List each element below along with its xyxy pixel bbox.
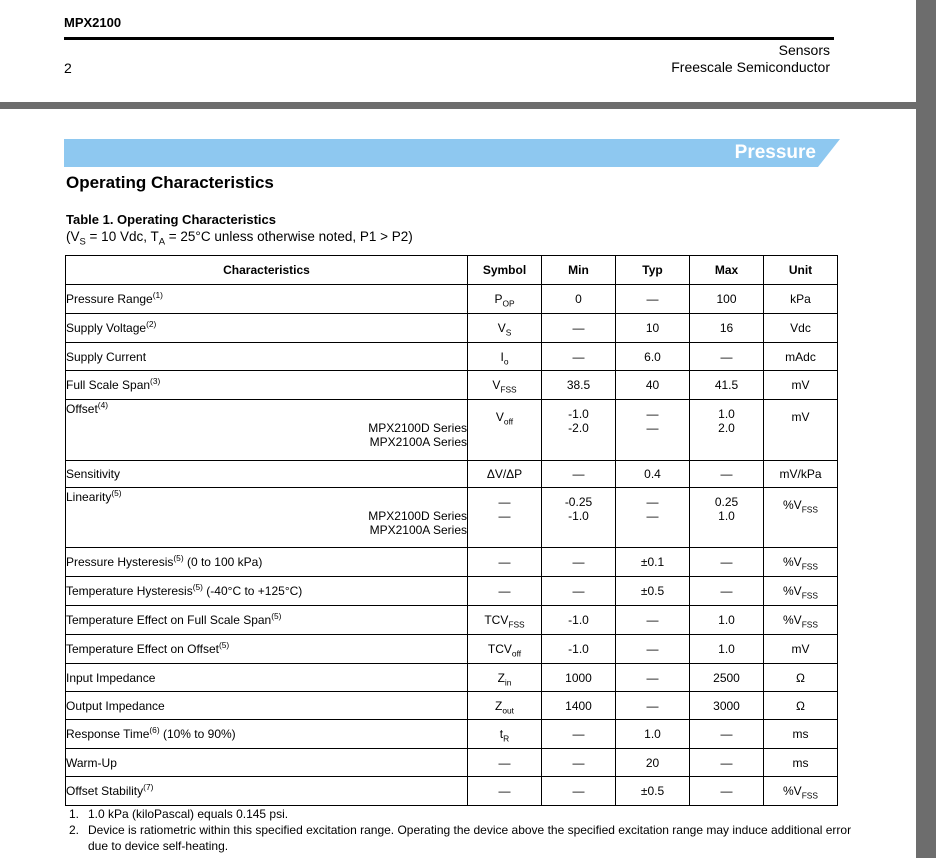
row-label: Supply Current: [66, 343, 468, 371]
header-company: Freescale Semiconductor: [671, 59, 830, 75]
min-cell: —: [542, 777, 616, 806]
operating-characteristics-table: [65, 255, 838, 806]
symbol-cell: $Z_{in}$: [468, 664, 542, 692]
row-label: Offset$^{(4)}$ MPX2100D Series MPX2100A Series: [66, 400, 468, 461]
symbol-cell: —: [468, 548, 542, 577]
table-caption: Table 1. Operating Characteristics: [66, 212, 276, 227]
min-cell: -1.0: [542, 635, 616, 664]
typ-cell: — —: [616, 400, 690, 461]
symbol-cell: $I_o$: [468, 343, 542, 371]
unit-cell: mV: [764, 635, 838, 664]
symbol-cell: $TCV_{FSS}$: [468, 606, 542, 635]
row-label: Linearity$^{(5)}$ MPX2100D Series MPX2100A Series: [66, 488, 468, 548]
typ-cell: 1.0: [616, 720, 690, 749]
typ-cell: —: [616, 606, 690, 635]
min-cell: -1.0: [542, 606, 616, 635]
footnote: 1. 1.0 kPa (kiloPascal) equals 0.145 psi.: [69, 807, 289, 821]
unit-cell: $\%V_{FSS}$: [764, 488, 838, 548]
banner-shape: [64, 139, 840, 167]
symbol-cell: —: [468, 749, 542, 777]
footnotes: [69, 806, 854, 854]
typ-cell: 0.4: [616, 461, 690, 488]
row-label: Offset Stability$^{(7)}$: [66, 777, 468, 806]
symbol-cell: —: [468, 577, 542, 606]
viewer-gutter: [916, 0, 936, 858]
max-cell: —: [690, 548, 764, 577]
table-row: [66, 314, 838, 343]
row-label: Sensitivity: [66, 461, 468, 488]
table-row: [66, 664, 838, 692]
symbol-cell: —: [468, 777, 542, 806]
typ-cell: —: [616, 692, 690, 720]
column-header: Min: [542, 256, 616, 285]
symbol-cell: $V_{off}$: [468, 400, 542, 461]
unit-cell: mV: [764, 400, 838, 461]
page-separator: [0, 102, 916, 109]
symbol-cell: $TCV_{off}$: [468, 635, 542, 664]
unit-cell: Ω: [764, 664, 838, 692]
table-row: [66, 606, 838, 635]
column-header: Max: [690, 256, 764, 285]
typ-cell: — —: [616, 488, 690, 548]
table-row: [66, 720, 838, 749]
unit-cell: $\%V_{FSS}$: [764, 577, 838, 606]
min-cell: —: [542, 720, 616, 749]
section-banner: [64, 139, 840, 167]
row-label: Temperature Effect on Full Scale Span$^{(5)}$: [66, 606, 468, 635]
unit-cell: mV: [764, 371, 838, 400]
page-number: 2: [64, 60, 72, 76]
max-cell: 100: [690, 285, 764, 314]
typ-cell: 40: [616, 371, 690, 400]
typ-cell: 20: [616, 749, 690, 777]
min-cell: —: [542, 343, 616, 371]
min-cell: 38.5: [542, 371, 616, 400]
table-header-row: [66, 256, 838, 285]
max-cell: —: [690, 749, 764, 777]
unit-cell: ms: [764, 720, 838, 749]
typ-cell: —: [616, 635, 690, 664]
row-label: Supply Voltage$^{(2)}$: [66, 314, 468, 343]
min-cell: —: [542, 461, 616, 488]
header-category: Sensors: [778, 42, 830, 58]
table-row: [66, 548, 838, 577]
min-cell: -1.0 -2.0: [542, 400, 616, 461]
row-label: Warm-Up: [66, 749, 468, 777]
table-row: [66, 371, 838, 400]
unit-cell: $\%V_{FSS}$: [764, 548, 838, 577]
column-header: Typ: [616, 256, 690, 285]
min-cell: 1000: [542, 664, 616, 692]
symbol-cell: ΔV/ΔP: [468, 461, 542, 488]
symbol-cell: $V_{FSS}$: [468, 371, 542, 400]
unit-cell: kPa: [764, 285, 838, 314]
symbol-cell: $t_R$: [468, 720, 542, 749]
min-cell: —: [542, 314, 616, 343]
min-cell: -0.25 -1.0: [542, 488, 616, 548]
header-right: [671, 42, 830, 76]
typ-cell: ±0.1: [616, 548, 690, 577]
min-cell: —: [542, 577, 616, 606]
max-cell: 2500: [690, 664, 764, 692]
row-label: Temperature Hysteresis$^{(5)}$ (-40°C to +125°C): [66, 577, 468, 606]
column-header: Symbol: [468, 256, 542, 285]
symbol-cell: — —: [468, 488, 542, 548]
max-cell: —: [690, 461, 764, 488]
unit-cell: ms: [764, 749, 838, 777]
typ-cell: 6.0: [616, 343, 690, 371]
banner-label: Pressure: [734, 142, 816, 163]
table-row: [66, 749, 838, 777]
max-cell: 1.0 2.0: [690, 400, 764, 461]
typ-cell: —: [616, 285, 690, 314]
max-cell: —: [690, 777, 764, 806]
series-labels: MPX2100D Series MPX2100A Series: [368, 509, 467, 537]
table-row: [66, 488, 838, 548]
series-labels: MPX2100D Series MPX2100A Series: [368, 421, 467, 449]
max-cell: 16: [690, 314, 764, 343]
symbol-cell: $Z_{out}$: [468, 692, 542, 720]
max-cell: —: [690, 720, 764, 749]
max-cell: —: [690, 577, 764, 606]
table-row: [66, 461, 838, 488]
row-label: Response Time$^{(6)}$ (10% to 90%): [66, 720, 468, 749]
max-cell: 3000: [690, 692, 764, 720]
typ-cell: ±0.5: [616, 577, 690, 606]
column-header: Characteristics: [66, 256, 468, 285]
symbol-cell: $V_S$: [468, 314, 542, 343]
document-title: MPX2100: [64, 15, 122, 30]
row-label: Input Impedance: [66, 664, 468, 692]
max-cell: 1.0: [690, 606, 764, 635]
table-row: [66, 692, 838, 720]
unit-cell: $\%V_{FSS}$: [764, 777, 838, 806]
section-heading: Operating Characteristics: [66, 173, 274, 192]
row-label: Full Scale Span$^{(3)}$: [66, 371, 468, 400]
footnote: 2. Device is ratiometric within this specified excitation range. Operating the device above the specified excitation range may induce additional error due to device self-heating.: [69, 823, 852, 853]
unit-cell: mV/kPa: [764, 461, 838, 488]
row-label: Pressure Hysteresis$^{(5)}$ (0 to 100 kPa): [66, 548, 468, 577]
typ-cell: 10: [616, 314, 690, 343]
table-row: [66, 777, 838, 806]
table-row: [66, 400, 838, 461]
column-header: Unit: [764, 256, 838, 285]
unit-cell: Vdc: [764, 314, 838, 343]
typ-cell: —: [616, 664, 690, 692]
table-conditions: ($V_S = 10$ Vdc, $T_A = 25^\circ C$ unless otherwise noted, P1 > P2): [66, 229, 413, 248]
max-cell: —: [690, 343, 764, 371]
min-cell: 1400: [542, 692, 616, 720]
table-row: [66, 577, 838, 606]
min-cell: —: [542, 749, 616, 777]
unit-cell: $\%V_{FSS}$: [764, 606, 838, 635]
max-cell: 41.5: [690, 371, 764, 400]
table-row: [66, 635, 838, 664]
symbol-cell: $P_{OP}$: [468, 285, 542, 314]
row-label: Pressure Range$^{(1)}$: [66, 285, 468, 314]
unit-cell: Ω: [764, 692, 838, 720]
max-cell: 0.25 1.0: [690, 488, 764, 548]
min-cell: 0: [542, 285, 616, 314]
row-label: Output Impedance: [66, 692, 468, 720]
table-row: [66, 285, 838, 314]
max-cell: 1.0: [690, 635, 764, 664]
unit-cell: mAdc: [764, 343, 838, 371]
min-cell: —: [542, 548, 616, 577]
header-rule: [64, 37, 834, 40]
table-row: [66, 343, 838, 371]
row-label: Temperature Effect on Offset$^{(5)}$: [66, 635, 468, 664]
typ-cell: ±0.5: [616, 777, 690, 806]
